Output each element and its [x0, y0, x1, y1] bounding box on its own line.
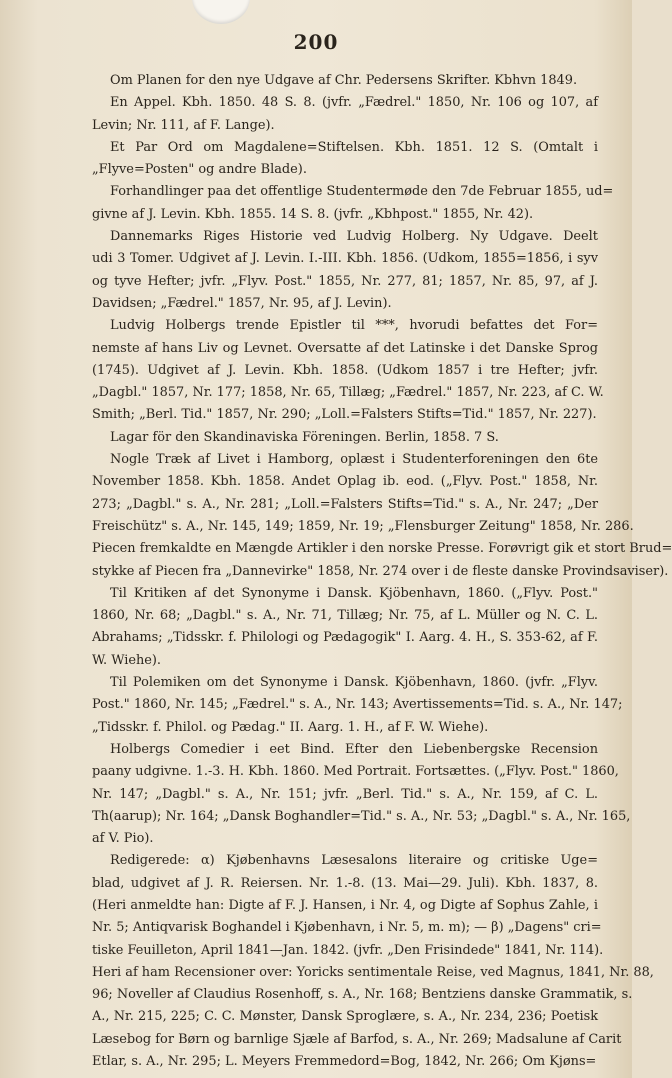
text-line: Levin; Nr. 111, af F. Lange). [92, 117, 275, 133]
text-line: Til Polemiken om det Synonyme i Dansk. Kjöbenhavn, 1860. (jvfr. „Flyv. [110, 675, 598, 691]
bibliography-entry [92, 739, 631, 850]
text-line: Holbergs Comedier i eet Bind. Efter den Liebenbergske Recension [110, 741, 598, 757]
bibliography-entry [92, 850, 654, 1073]
text-line: Læsebog for Børn og barnlige Sjæle af Barfod, s. A., Nr. 269; Madsalune af Carit [92, 1031, 622, 1047]
text-line: Th(aarup); Nr. 164; „Dansk Boghandler=Tid." s. A., Nr. 53; „Dagbl." s. A., Nr. 165, [92, 808, 631, 824]
bibliography-entry [92, 449, 672, 583]
text-line: Heri af ham Recensioner over: Yoricks sentimentale Reise, ved Magnus, 1841, Nr. 88, [92, 964, 654, 980]
text-line: (Heri anmeldte han: Digte af F. J. Hansen, i Nr. 4, og Digte af Sophus Zahle, i [92, 897, 598, 913]
text-line: 273; „Dagbl." s. A., Nr. 281; „Loll.=Falsters Stifts=Tid." s. A., Nr. 247; „Der [92, 496, 598, 512]
text-line: Redigerede: α) Kjøbenhavns Læsesalons literaire og critiske Uge= [110, 853, 598, 869]
text-line: givne af J. Levin. Kbh. 1855. 14 S. 8. (jvfr. „Kbhpost." 1855, Nr. 42). [92, 206, 534, 222]
text-line: Lagar för den Skandinaviska Föreningen. Berlin, 1858. 7 S. [110, 429, 499, 445]
text-line: (1745). Udgivet af J. Levin. Kbh. 1858. (Udkom 1857 i tre Hefter; jvfr. [92, 362, 598, 378]
text-line: Et Par Ord om Magdalene=Stiftelsen. Kbh. 1851. 12 S. (Omtalt i [110, 139, 598, 155]
bibliography-entry [92, 583, 598, 672]
text-line: November 1858. Kbh. 1858. Andet Oplag ib. eod. („Flyv. Post." 1858, Nr. [92, 474, 598, 490]
text-line: En Appel. Kbh. 1850. 48 S. 8. (jvfr. „Fædrel." 1850, Nr. 106 og 107, af [110, 95, 598, 111]
page-hole-decoration [192, 0, 250, 24]
page-number: 200 [293, 30, 339, 54]
text-line: stykke af Piecen fra „Dannevirke" 1858, Nr. 274 over i de fleste danske Provindsaviser). [92, 563, 669, 579]
text-line: A., Nr. 215, 225; C. C. Mønster, Dansk Sproglære, s. A., Nr. 234, 236; Poetisk [92, 1009, 598, 1025]
bibliography-entry [92, 92, 598, 137]
text-line: 96; Noveller af Claudius Rosenhoff, s. A., Nr. 168; Bentziens danske Grammatik, s. [92, 987, 633, 1003]
text-line: W. Wiehe). [92, 652, 162, 668]
text-line: og tyve Hefter; jvfr. „Flyv. Post." 1855, Nr. 277, 81; 1857, Nr. 85, 97, af J. [92, 273, 598, 289]
text-line: „Tidsskr. f. Philol. og Pædag." II. Aarg. 1. H., af F. W. Wiehe). [92, 719, 489, 735]
text-line: Ludvig Holbergs trende Epistler til ***, hvorudi befattes det For= [110, 318, 598, 334]
text-line: Dannemarks Riges Historie ved Ludvig Holberg. Ny Udgave. Deelt [110, 229, 598, 245]
text-line: af V. Pio). [92, 831, 154, 847]
text-line: nemste af hans Liv og Levnet. Oversatte af det Latinske i det Danske Sprog [92, 340, 598, 356]
text-line: Abrahams; „Tidsskr. f. Philologi og Pædagogik" I. Aarg. 4. H., S. 353-62, af F. [92, 630, 598, 646]
text-line: Post." 1860, Nr. 145; „Fædrel." s. A., Nr. 143; Avertissements=Tid. s. A., Nr. 147; [92, 697, 623, 713]
text-line: udi 3 Tomer. Udgivet af J. Levin. I.-III. Kbh. 1856. (Udkom, 1855=1856, i syv [92, 251, 598, 267]
text-line: Etlar, s. A., Nr. 295; L. Meyers Fremmedord=Bog, 1842, Nr. 266; Om Kjøns= [92, 1054, 597, 1070]
bibliography-entry [92, 137, 598, 182]
text-line: 1860, Nr. 68; „Dagbl." s. A., Nr. 71, Tillæg; Nr. 75, af L. Müller og N. C. L. [92, 608, 598, 624]
bibliography-entry [92, 672, 623, 739]
text-line: Om Planen for den nye Udgave af Chr. Pedersens Skrifter. Kbhvn 1849. [110, 73, 578, 88]
text-line: Nr. 5; Antiqvarisk Boghandel i Kjøbenhavn, i Nr. 5, m. m); — β) „Dagens" cri= [92, 920, 602, 936]
text-line: Til Kritiken af det Synonyme i Dansk. Kjöbenhavn, 1860. („Flyv. Post." [110, 585, 598, 601]
text-line: Piecen fremkaldte en Mængde Artikler i den norske Presse. Forøvrigt gik et stort Brud= [92, 541, 672, 557]
text-line: Davidsen; „Fædrel." 1857, Nr. 95, af J. Levin). [92, 295, 392, 311]
text-line: Nr. 147; „Dagbl." s. A., Nr. 151; jvfr. „Berl. Tid." s. A., Nr. 159, af C. L. [92, 786, 598, 802]
bibliography-entry [92, 70, 598, 92]
text-line: Nogle Træk af Livet i Hamborg, oplæst i Studenterforeningen den 6te [110, 452, 598, 468]
text-line: Forhandlinger paa det offentlige Studentermøde den 7de Februar 1855, ud= [110, 184, 614, 200]
text-line: blad, udgivet af J. R. Reiersen. Nr. 1.-8. (13. Mai—29. Juli). Kbh. 1837, 8. [92, 875, 598, 891]
text-line: „Dagbl." 1857, Nr. 177; 1858, Nr. 65, Tillæg; „Fædrel." 1857, Nr. 223, af C. W. [92, 385, 604, 401]
bibliography-entry [92, 226, 598, 315]
bibliography-text [92, 70, 672, 1073]
text-line: Smith; „Berl. Tid." 1857, Nr. 290; „Loll.=Falsters Stifts=Tid." 1857, Nr. 227). [92, 407, 597, 423]
bibliography-entry [92, 427, 598, 449]
text-line: tiske Feuilleton, April 1841—Jan. 1842. (jvfr. „Den Frisindede" 1841, Nr. 114). [92, 942, 604, 958]
bibliography-entry [92, 181, 614, 226]
bibliography-entry [92, 315, 604, 426]
text-line: „Flyve=Posten" og andre Blade). [92, 162, 307, 178]
text-line: paany udgivne. 1.-3. H. Kbh. 1860. Med Portrait. Fortsættes. („Flyv. Post." 1860, [92, 764, 619, 780]
text-line: Freischütz" s. A., Nr. 145, 149; 1859, Nr. 19; „Flensburger Zeitung" 1858, Nr. 286. [92, 518, 634, 534]
